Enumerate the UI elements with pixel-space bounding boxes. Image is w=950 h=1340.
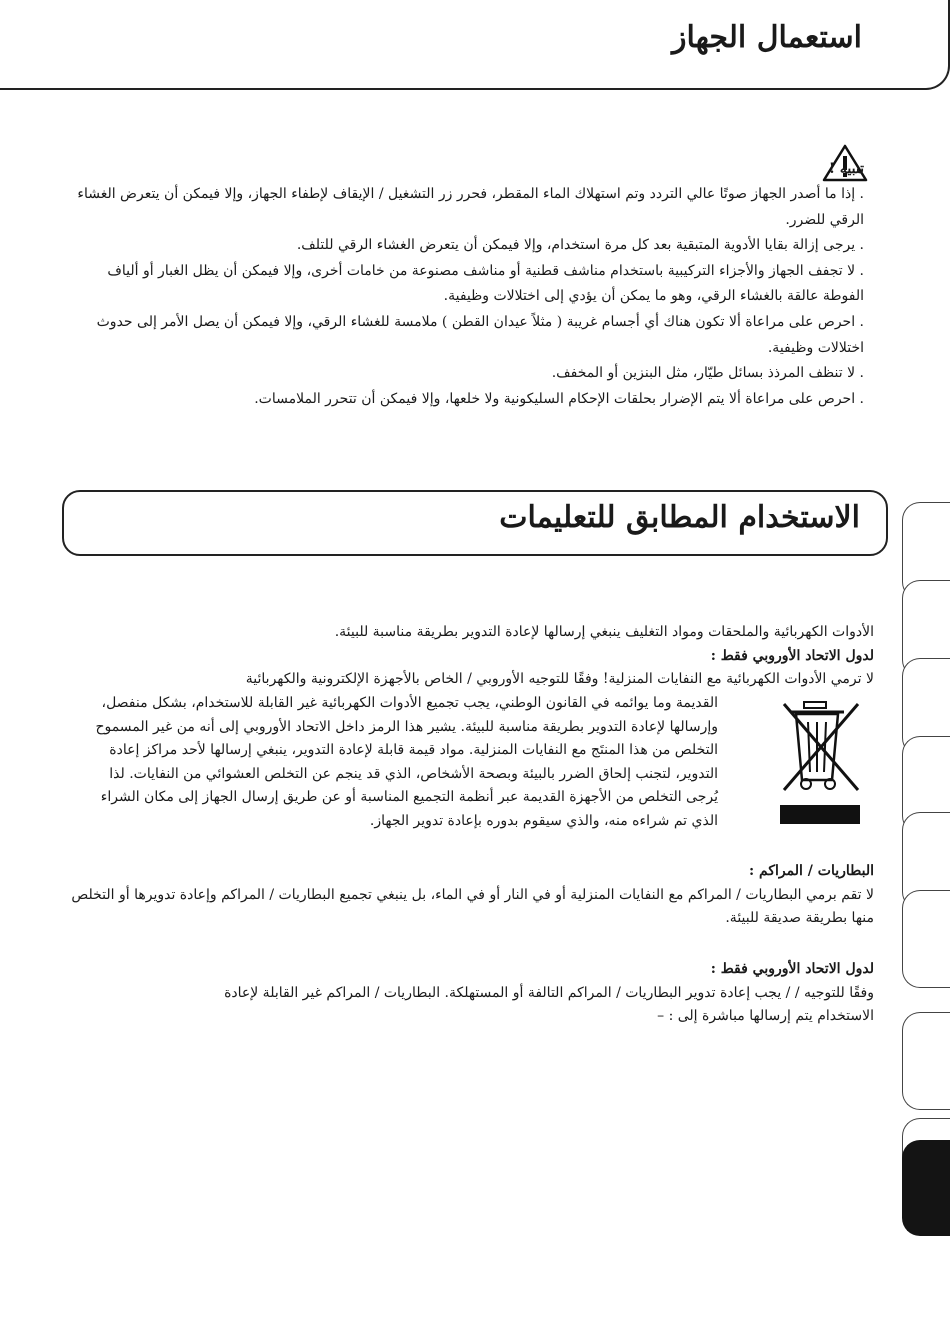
warning-item: . احرص على مراعاة ألا يتم الإضرار بحلقات الإحكام السليكونية ولا خلعها، وإلا فيمكن أن تتحرر الملامسات. <box>254 390 864 407</box>
disposal-block <box>90 621 874 692</box>
warning-list <box>72 182 864 412</box>
section-heading-box <box>62 490 888 556</box>
batteries-eu-line-1: وفقًا للتوجيه / / يجب إعادة تدوير البطاريات / المراكم التالفة أو المستهلكة. البطاريات / المراكم غير القابلة لإعادة <box>224 984 874 1001</box>
warning-item: . لا تجفف الجهاز والأجزاء التركيبية باستخدام مناشف قطنية أو مناشف مصنوعة من خامات أخرى، وإلا فيمكن أن يظل الغبار أو ألياف الفوطة عالقة بالغشاء الرقي، وهو ما يمكن أن يؤدي إلى اختلالات وظيفية. <box>107 262 864 305</box>
eu-line-1: لا ترمي الأدوات الكهربائية مع النفايات المنزلية! وفقًا للتوجيه الأوروبي / الخاص بالأجهزة الإلكترونية والكهربائية <box>245 671 874 687</box>
chapter-header <box>0 0 950 90</box>
side-tab-7[interactable] <box>902 1012 950 1110</box>
batteries-eu-heading: لدول الاتحاد الأوروبي فقط : <box>710 961 874 977</box>
section-title: الاستخدام المطابق للتعليمات <box>499 500 860 535</box>
symbol-bar <box>780 805 860 824</box>
warning-item: . يرجى إزالة بقايا الأدوية المتبقية بعد كل مرة استخدام، وإلا فيمكن أن يتعرض الغشاء الرقي للتلف. <box>296 237 864 254</box>
warning-item: . احرص على مراعاة ألا تكون هناك أي أجسام غريبة ( مثلاً عيدان القطن ) ملامسة للغشاء الرقي، وإلا فيمكن أن يصل الأمر إلى حدوث اختلالات وظيفية. <box>96 313 864 356</box>
page-title: استعمال الجهاز <box>671 20 862 55</box>
batteries-text: لا تقم برمي البطاريات / المراكم مع النفايات المنزلية أو في النار أو في الماء، بل ينبغي تجميع البطاريات / المراكم وإعادة تدويرها أو التخلص منها بطريقة صديقة للبيئة. <box>71 886 874 926</box>
batteries-eu-line-2: الاستخدام يتم إرسالها مباشرة إلى : – <box>657 1008 874 1024</box>
side-tab-9-active[interactable] <box>902 1140 950 1236</box>
eu-heading: لدول الاتحاد الأوروبي فقط : <box>710 647 874 664</box>
eu-disposal-text: القديمة وما يوائمه في القانون الوطني، يجب تجميع الأدوات الكهربائية غير القابلة للاستخدام، بشكل منفصل، وإرسالها لإعادة التدوير بطريقة مناسبة للبيئة. يشير هذا الرمز داخل الاتحاد الأوروبي إلى أنه من غير المسموح التخلص من هذا المنتَج مع النفايات المنزلية. مواد قيمة قابلة لإعادة التدوير، ينبغي إرسالها لأحد مراكز إعادة التدوير، لتجنب إلحاق الضرر بالبيئة وبصحة الأشخاص، الذي قد ينجم عن التخلص العشوائي من النفايات. لذا يُرجى التخلص من الأجهزة القديمة عبر أنظمة التجميع المناسبة أو عن طريق إرسال الجهاز إلى مكان الشراء الذي تم شراءه منه، والذي سيقوم بدوره بإعادة تدوير الجهاز. <box>95 695 718 829</box>
batteries-heading: البطاريات / المراكم : <box>749 863 874 879</box>
warning-item: . لا تنظف المرذذ بسائل طيّار، مثل البنزين أو المخفف. <box>551 365 864 382</box>
batteries-eu-block <box>92 958 874 1029</box>
side-tab-6[interactable] <box>902 890 950 988</box>
batteries-block <box>62 860 874 931</box>
warning-title: تنبيه ! <box>828 161 864 177</box>
disposal-intro: الأدوات الكهربائية والملحقات ومواد التغليف ينبغي إرسالها لإعادة التدوير بطريقة مناسبة للبيئة. <box>334 624 874 640</box>
warning-item: . إذا ما أصدر الجهاز صوتًا عالي التردد وتم استهلاك الماء المقطر، فحرر زر التشغيل / الإيقاف لإطفاء الجهاز، وإلا فيمكن أن يتعرض الغشاء الرقي للضرر. <box>77 186 864 228</box>
crossed-bin-icon <box>778 696 862 796</box>
